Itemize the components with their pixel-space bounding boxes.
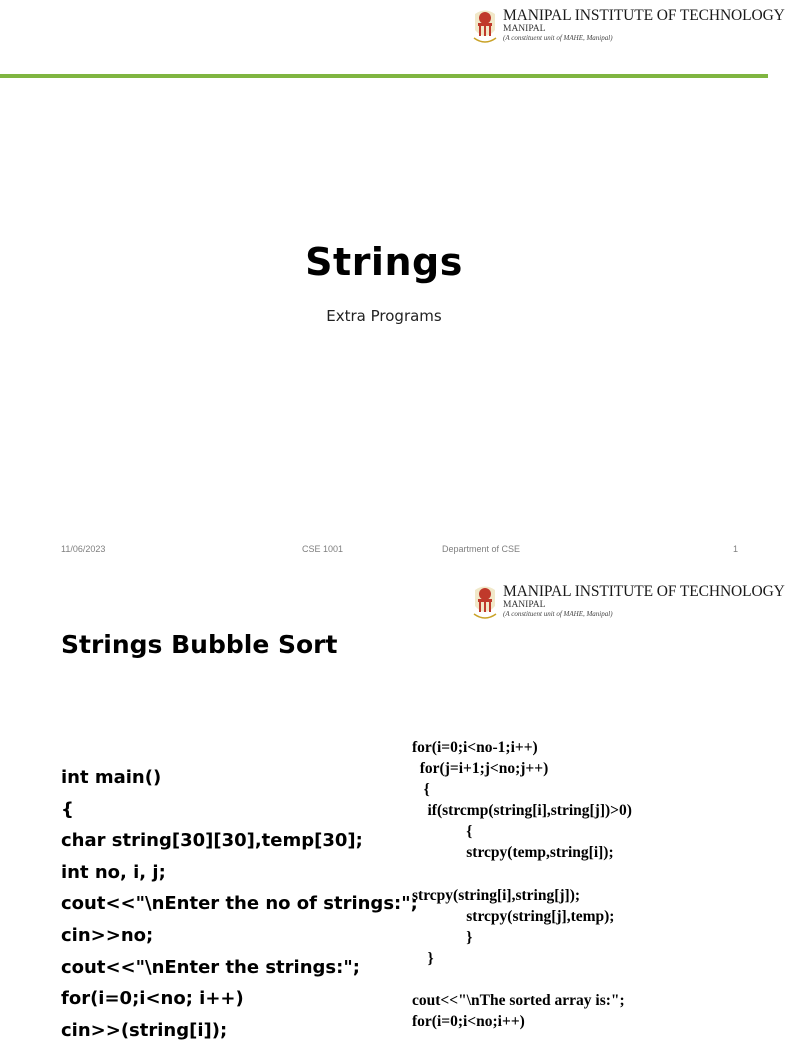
footer-date: 11/06/2023	[61, 544, 106, 554]
code-line	[412, 864, 632, 885]
institute-name: MANIPAL INSTITUTE OF TECHNOLOGY	[503, 583, 785, 600]
institute-logo	[472, 8, 785, 48]
footer-course: CSE 1001	[302, 544, 344, 554]
code-line: int no, i, j;	[61, 861, 166, 883]
code-line: {	[412, 823, 473, 841]
slide-title: Strings	[305, 240, 463, 284]
footer-page-number: 1	[733, 544, 739, 554]
code-line: for(j=i+1;j<no;j++)	[412, 760, 549, 778]
footer-department: Department of CSE	[442, 544, 521, 554]
code-line: if(strcmp(string[i],string[j])>0)	[412, 802, 632, 820]
code-line: cout<<"\nEnter the no of strings:";	[61, 893, 418, 915]
code-block-left	[61, 762, 418, 1046]
code-line: }	[412, 949, 434, 967]
code-line: char string[30][30],temp[30];	[61, 830, 363, 852]
institute-name: MANIPAL INSTITUTE OF TECHNOLOGY	[503, 7, 785, 24]
code-line: for(i=0;i<no;i++)	[412, 1013, 525, 1031]
manipal-emblem-icon	[472, 8, 498, 48]
code-line: }	[412, 928, 473, 946]
code-line: strcpy(string[j],temp);	[412, 907, 615, 925]
code-line: int main()	[61, 767, 162, 788]
header-divider	[0, 74, 768, 78]
code-line: strcpy(temp,string[i]);	[412, 844, 614, 862]
slide-subtitle: Extra Programs	[326, 307, 442, 325]
code-line	[412, 969, 632, 990]
code-line: for(i=0;i<no; i++)	[61, 988, 244, 1010]
manipal-emblem-icon	[472, 584, 498, 624]
slide-heading: Strings Bubble Sort	[61, 630, 338, 659]
institute-city: MANIPAL	[503, 23, 546, 34]
code-line: cin>>no;	[61, 924, 154, 946]
code-line: for(i=0;i<no-1;i++)	[412, 739, 538, 756]
code-block-right	[412, 737, 632, 1032]
slide-2	[0, 576, 785, 1041]
institute-city: MANIPAL	[503, 599, 546, 610]
code-line: cout<<"\nEnter the strings:";	[61, 956, 360, 978]
institute-logo	[472, 584, 785, 624]
institute-note: (A constituent unit of MAHE, Manipal)	[503, 34, 613, 42]
institute-note: (A constituent unit of MAHE, Manipal)	[503, 610, 613, 618]
code-line: strcpy(string[i],string[j]);	[412, 886, 581, 904]
code-line: cin>>(string[i]);	[61, 1019, 228, 1041]
code-line: cout<<"\nThe sorted array is:";	[412, 992, 625, 1010]
code-line: {	[61, 798, 74, 820]
code-line: {	[412, 781, 430, 799]
